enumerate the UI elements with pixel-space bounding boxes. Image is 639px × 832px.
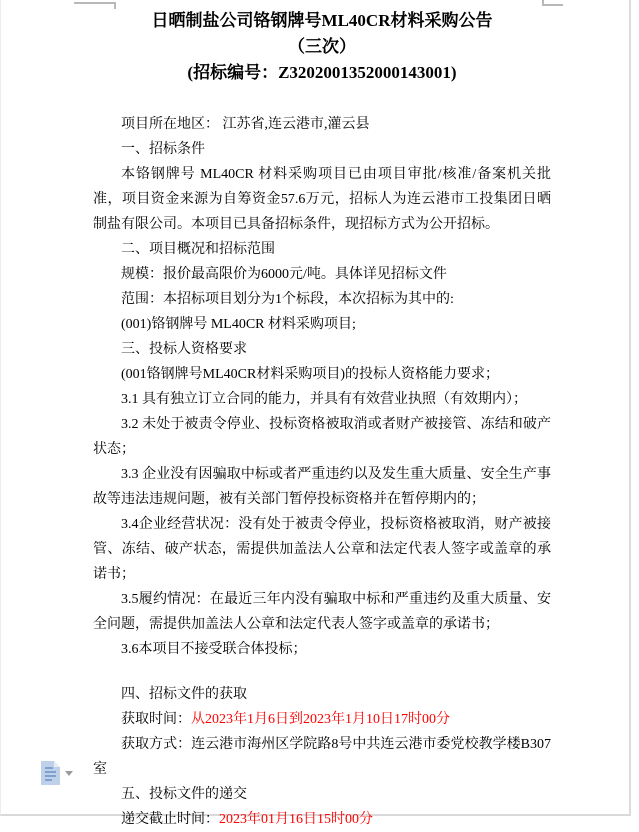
paragraph: [93, 412, 551, 462]
document-title-line2: （三次）: [288, 37, 356, 56]
text-run: 获取方式：连云港市海州区学院路8号中共连云港市委党校教学楼B307室: [93, 737, 551, 777]
text-run: 本铬钢牌号 ML40CR 材料采购项目已由项目审批/核准/备案机关批准，项目资金来源为自筹资金57.6万元，招标人为连云港市工投集团日晒制盐有限公司。本项目已具备招标条件，现招标方式为公开招标。: [93, 167, 551, 232]
highlighted-text-run: 从2023年1月6日到2023年1月10日17时00分: [191, 712, 450, 727]
paragraph: [93, 387, 551, 412]
text-run: 3.6本项目不接受联合体投标；: [121, 642, 307, 657]
highlighted-text-run: 2023年01月16日15时00分: [219, 812, 373, 827]
document-title-line1: 日晒制盐公司铬钢牌号ML40CR材料采购公告: [151, 11, 493, 30]
paragraph: [93, 237, 551, 262]
paragraph: [93, 462, 551, 512]
paragraph: [93, 782, 551, 807]
text-run: 3.2 未处于被责令停业、投标资格被取消或者财产被接管、冻结和破产状态；: [93, 417, 551, 457]
text-run: 三、投标人资格要求: [121, 342, 247, 357]
text-run: 一、招标条件: [121, 142, 205, 157]
text-run: 3.3 企业没有因骗取中标或者严重违约以及发生重大质量、安全生产事故等违法违规问题，被有关部门暂停投标资格并在暂停期内的；: [93, 467, 551, 507]
text-run: 四、招标文件的获取: [121, 687, 247, 702]
text-run: 3.1 具有独立订立合同的能力，并具有有效营业执照（有效期内）；: [121, 392, 527, 407]
text-run: (001)铬钢牌号 ML40CR 材料采购项目;: [121, 317, 356, 332]
paragraph: [93, 807, 551, 832]
paste-options-button[interactable]: [41, 761, 75, 787]
paragraph: [93, 112, 551, 137]
document-content: [93, 8, 551, 832]
chevron-down-icon: [65, 771, 73, 776]
text-run: 范围：本招标项目划分为1个标段，本次招标为其中的:: [121, 292, 454, 307]
paragraph: [93, 287, 551, 312]
text-run: 规模：报价最高限价为6000元/吨。具体详见招标文件: [121, 267, 447, 282]
document-body: [93, 112, 551, 832]
paste-options-icon: [41, 761, 60, 785]
paragraph: [93, 162, 551, 237]
paragraph: [93, 262, 551, 287]
paragraph: [93, 707, 551, 732]
text-run: 获取时间：: [121, 712, 191, 727]
paragraph: [93, 732, 551, 782]
paragraph: [93, 137, 551, 162]
text-run: 二、项目概况和招标范围: [121, 242, 275, 257]
text-run: (001铬钢牌号ML40CR材料采购项目)的投标人资格能力要求；: [121, 367, 499, 382]
paragraph: [93, 682, 551, 707]
paragraph: [93, 587, 551, 637]
paragraph: [93, 512, 551, 587]
paragraph-spacer: [93, 662, 551, 682]
text-run: 五、投标文件的递交: [121, 787, 247, 802]
paragraph: [93, 337, 551, 362]
document-title-line3: (招标编号：Z3202001352000143001): [187, 63, 457, 82]
text-run: 递交截止时间：: [121, 812, 219, 827]
paragraph: [93, 312, 551, 337]
text-run: 3.4企业经营状况：没有处于被责令停业，投标资格被取消，财产被接管、冻结、破产状态，需提供加盖法人公章和法定代表人签字或盖章的承诺书；: [93, 517, 551, 582]
text-run: 3.5履约情况：在最近三年内没有骗取中标和严重违约及重大质量、安全问题，需提供加盖法人公章和法定代表人签字或盖章的承诺书；: [93, 592, 551, 632]
margin-corner-mark-right: [542, 0, 563, 6]
paragraph: [93, 362, 551, 387]
paragraph: [93, 637, 551, 662]
text-run: 项目所在地区： 江苏省,连云港市,灌云县: [121, 117, 370, 132]
